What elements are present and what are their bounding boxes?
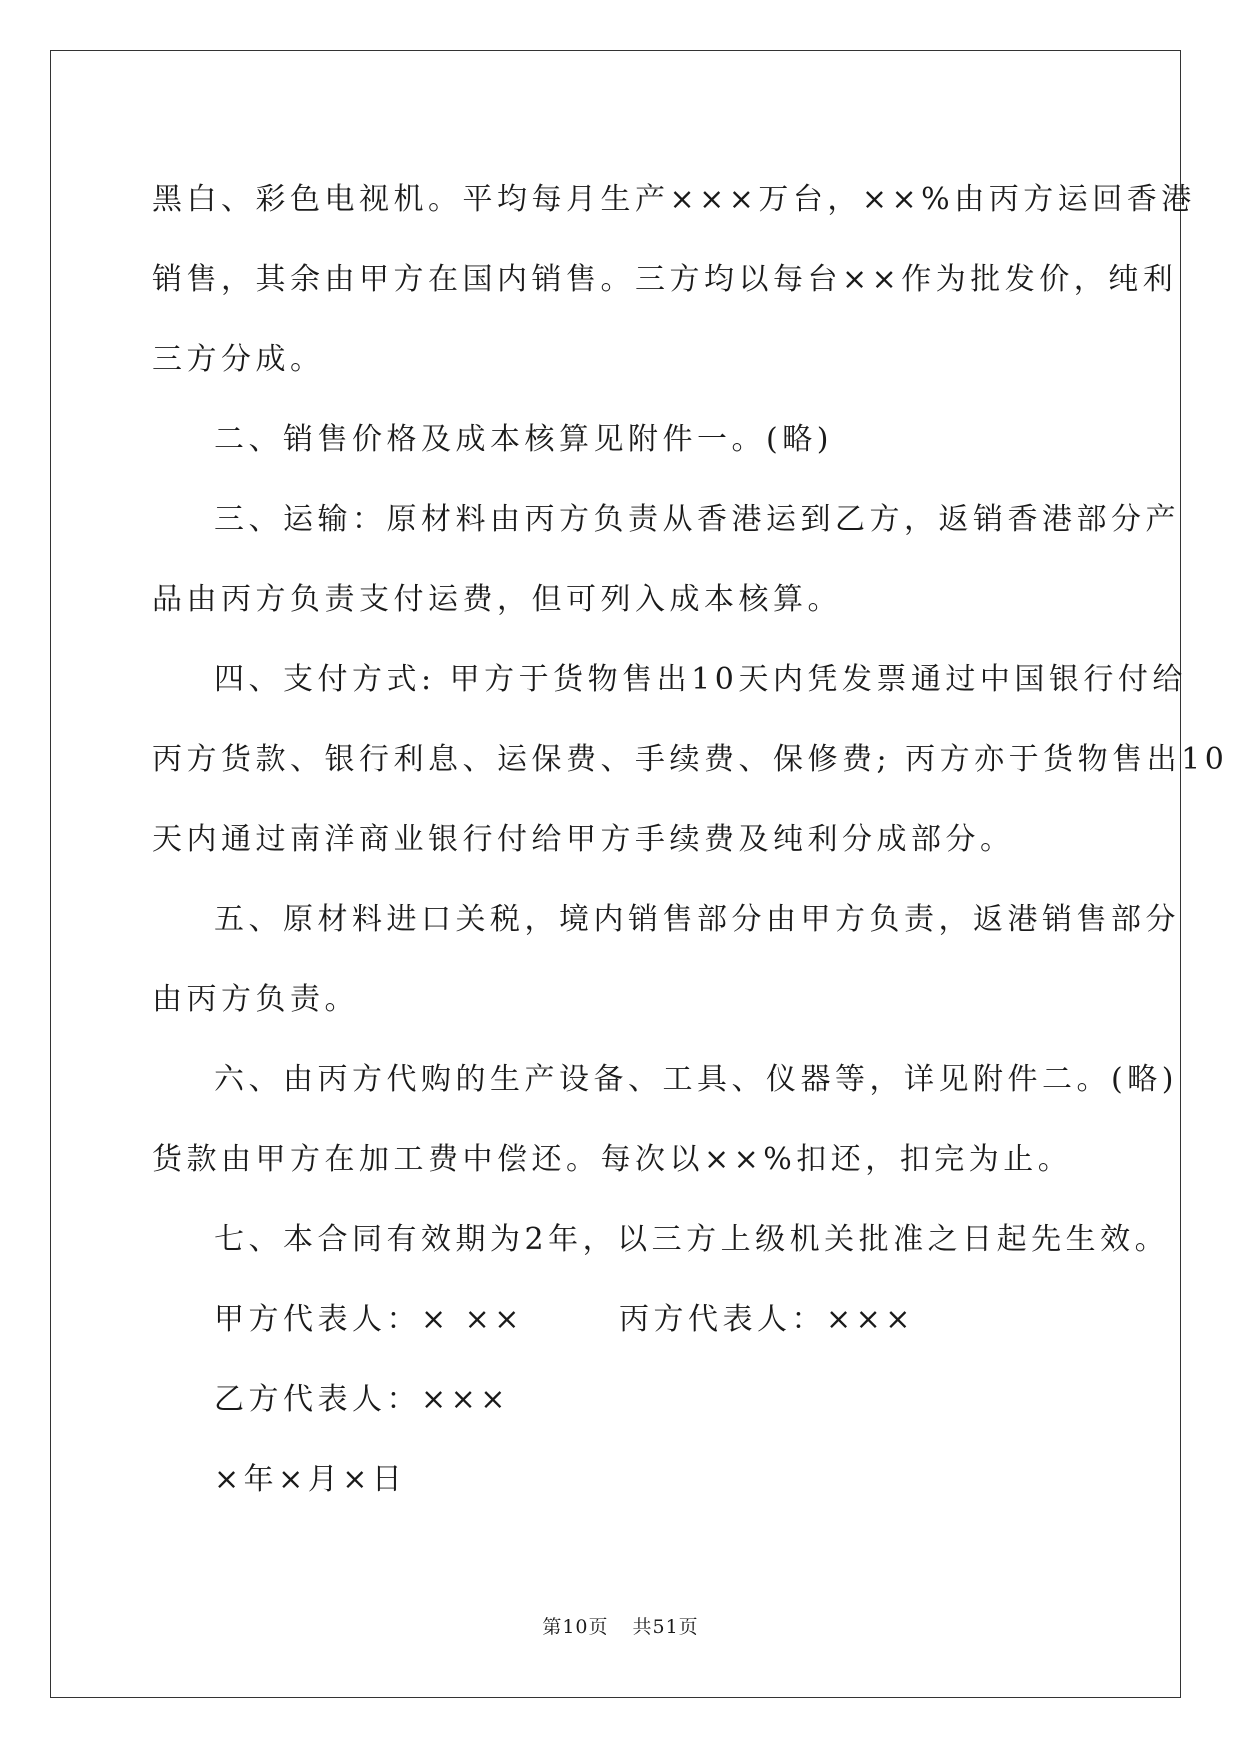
paragraph-line: 销售，其余由甲方在国内销售。三方均以每台××作为批发价，纯利	[152, 262, 1178, 297]
paragraph-line: 丙方货款、银行利息、运保费、手续费、保修费; 丙方亦于货物售出10	[152, 742, 1229, 777]
signing-date: ×年×月×日	[214, 1462, 407, 1497]
paragraph-line: 品由丙方负责支付运费，但可列入成本核算。	[152, 582, 842, 617]
paragraph-line: 货款由甲方在加工费中偿还。每次以××%扣还，扣完为止。	[152, 1142, 1073, 1177]
party-a-representative: 甲方代表人：× ××	[214, 1302, 524, 1337]
page-number: 第10页	[542, 1616, 609, 1638]
page-total: 共51页	[632, 1616, 699, 1638]
party-c-representative: 丙方代表人：×××	[619, 1302, 915, 1337]
paragraph-line: 天内通过南洋商业银行付给甲方手续费及纯利分成部分。	[152, 822, 1015, 857]
clause-seven: 七、本合同有效期为2年，以三方上级机关批准之日起先生效。	[214, 1222, 1170, 1257]
clause-three: 三、运输：原材料由丙方负责从香港运到乙方，返销香港部分产	[214, 502, 1180, 537]
signature-row	[152, 1280, 1092, 1360]
clause-two: 二、销售价格及成本核算见附件一。(略)	[214, 422, 833, 457]
page-footer	[0, 1612, 1241, 1639]
paragraph-line: 由丙方负责。	[152, 982, 359, 1017]
document-body	[152, 160, 1229, 1520]
clause-six: 六、由丙方代购的生产设备、工具、仪器等，详见附件二。(略)	[214, 1062, 1178, 1097]
clause-five: 五、原材料进口关税，境内销售部分由甲方负责，返港销售部分	[214, 902, 1180, 937]
paragraph-line: 三方分成。	[152, 342, 325, 377]
clause-four: 四、支付方式: 甲方于货物售出10天内凭发票通过中国银行付给	[214, 662, 1187, 697]
paragraph-line: 黑白、彩色电视机。平均每月生产×××万台，××%由丙方运回香港	[152, 182, 1196, 217]
party-b-representative: 乙方代表人：×××	[214, 1382, 510, 1417]
